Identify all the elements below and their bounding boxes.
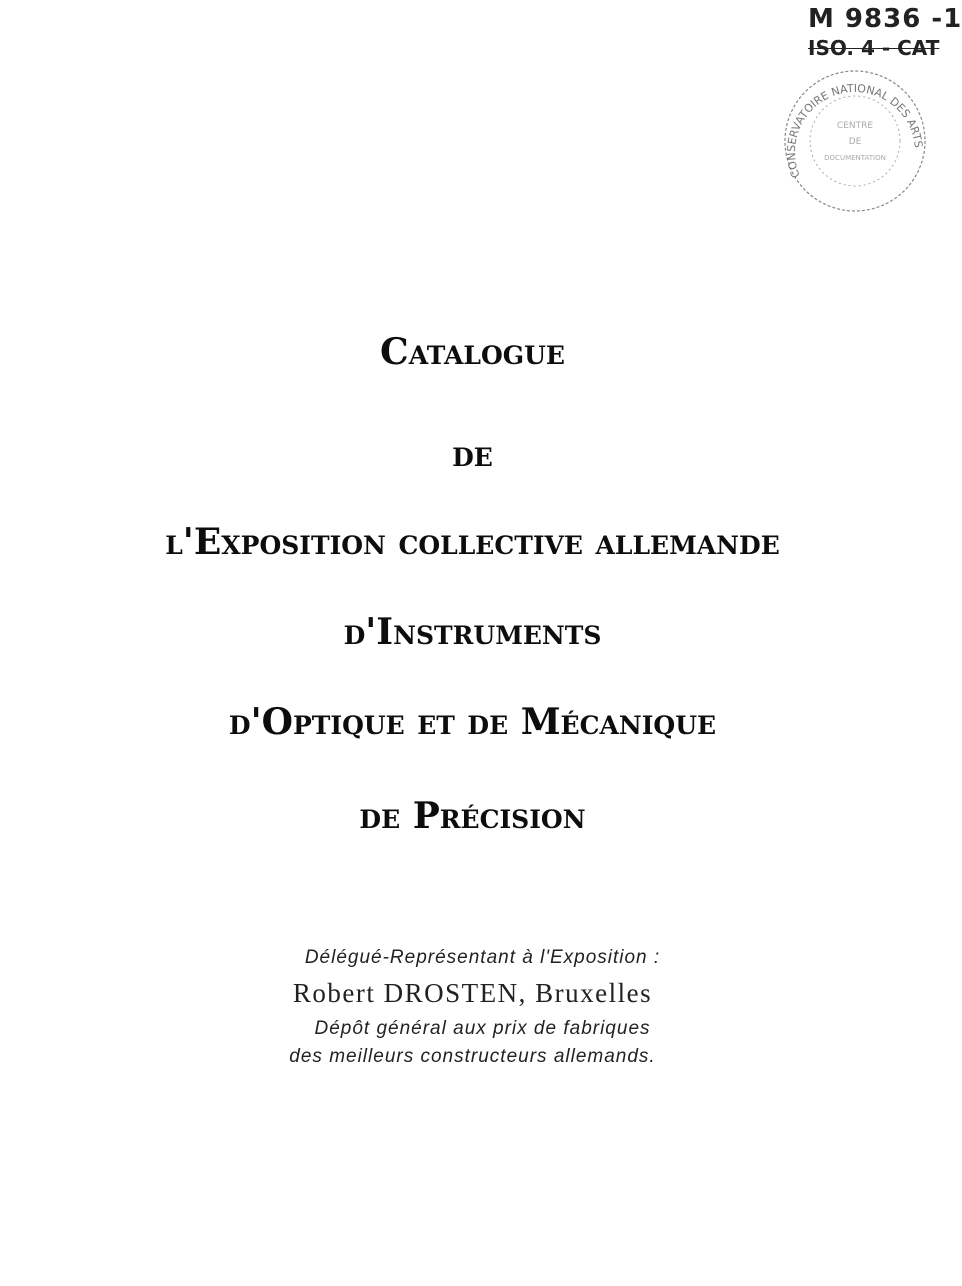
svg-text:DOCUMENTATION: DOCUMENTATION xyxy=(824,154,886,162)
handwritten-classification: ISO. 4 - CAT xyxy=(808,36,940,60)
title-line-6: de Précision xyxy=(359,795,586,837)
title-line-5: d'Optique et de Mécanique xyxy=(228,701,717,743)
svg-text:CONSERVATOIRE NATIONAL DES ART: CONSERVATOIRE NATIONAL DES ARTS xyxy=(784,81,925,180)
library-stamp xyxy=(780,66,930,216)
title-line-2: de xyxy=(452,433,493,475)
title-line-3: l'Exposition collective allemande xyxy=(165,521,780,563)
title-line-4: d'Instruments xyxy=(343,611,602,653)
title-line-1: Catalogue xyxy=(380,331,565,373)
delegate-label: Délégué-Représentant à l'Exposition : xyxy=(304,947,661,968)
svg-text:DE: DE xyxy=(848,137,862,147)
delegate-name: Robert DROSTEN, Bruxelles xyxy=(292,978,653,1008)
depot-line-1: Dépôt général aux prix de fabriques xyxy=(314,1018,651,1039)
svg-text:CENTRE: CENTRE xyxy=(836,121,874,131)
handwritten-call-number: M 9836 -1 xyxy=(808,4,962,34)
depot-line-2: des meilleurs constructeurs allemands. xyxy=(289,1046,656,1067)
